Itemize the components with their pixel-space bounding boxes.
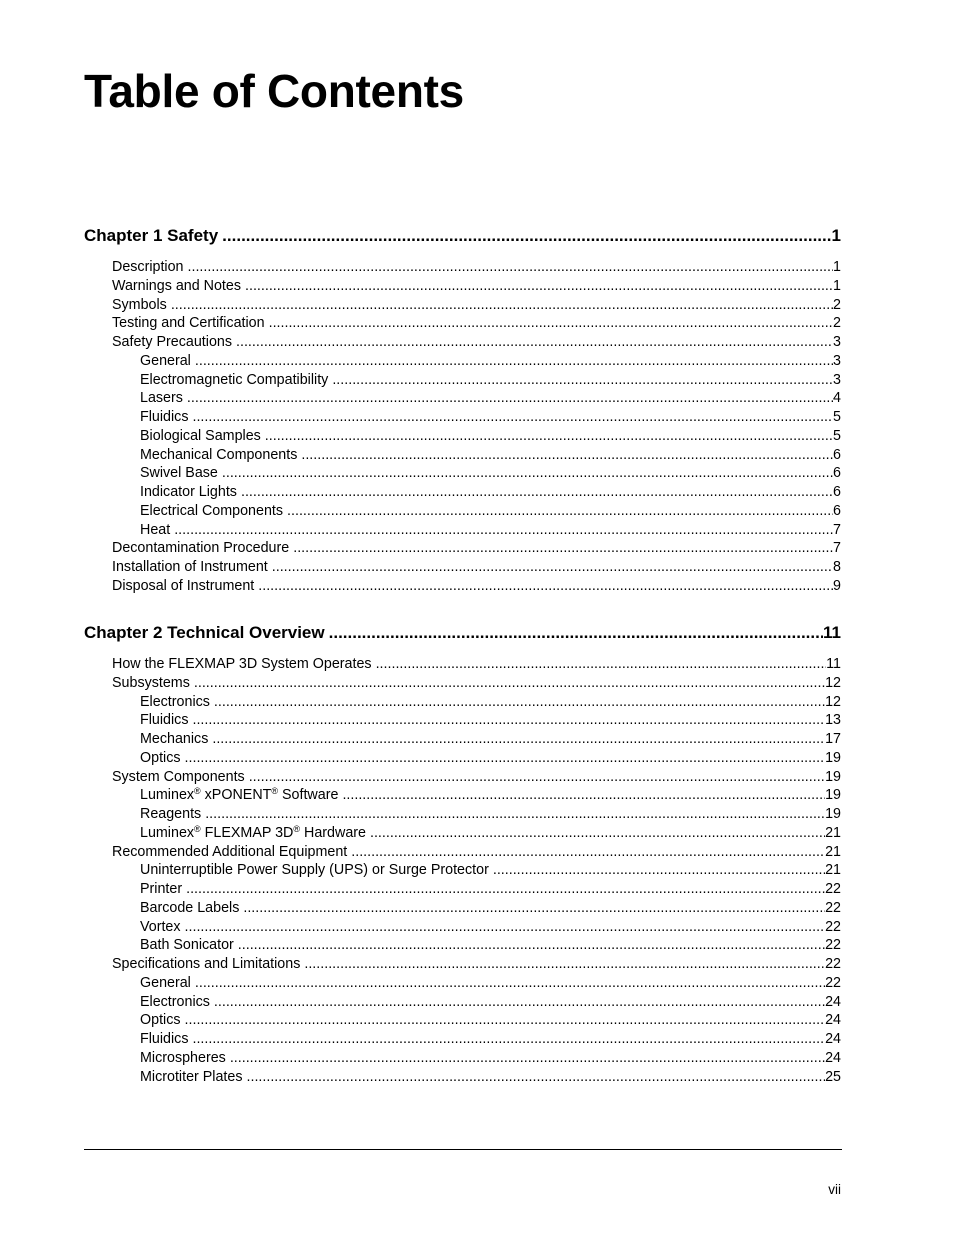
toc-entry-label: Electromagnetic Compatibility bbox=[140, 371, 332, 390]
toc-entry-label: Subsystems bbox=[112, 674, 194, 693]
toc-entry-label: Vortex bbox=[140, 918, 185, 937]
toc-entry-description[interactable] bbox=[84, 258, 841, 277]
toc-entry-electrical-components[interactable] bbox=[84, 502, 841, 521]
toc-entry-label: Reagents bbox=[140, 805, 205, 824]
page-number: vii bbox=[828, 1182, 841, 1197]
page-title: Table of Contents bbox=[84, 65, 464, 117]
toc-entry-label: General bbox=[140, 352, 195, 371]
toc-entry-page: 1 bbox=[832, 224, 841, 248]
toc-entry-label: General bbox=[140, 974, 195, 993]
toc-entry-printer[interactable] bbox=[84, 880, 841, 899]
toc-entry-uninterruptible-power-supply-ups-or-surge-protector[interactable] bbox=[84, 861, 841, 880]
dot-leader bbox=[238, 936, 825, 955]
toc-entry-page: 22 bbox=[825, 937, 841, 954]
dot-leader bbox=[188, 258, 834, 277]
toc-entry-label: Indicator Lights bbox=[140, 483, 241, 502]
toc-entry-label: Biological Samples bbox=[140, 427, 265, 446]
toc-entry-page: 12 bbox=[825, 693, 841, 710]
toc-entry-label: System Components bbox=[112, 768, 249, 787]
dot-leader bbox=[185, 1011, 826, 1030]
toc-entry-page: 6 bbox=[833, 446, 841, 463]
toc-entry-electronics[interactable] bbox=[84, 693, 841, 712]
toc-entry-page: 24 bbox=[825, 1049, 841, 1066]
toc-entry-label: Fluidics bbox=[140, 408, 192, 427]
toc-entry-label: Heat bbox=[140, 521, 174, 540]
toc-entry-page: 22 bbox=[825, 899, 841, 916]
toc-entry-label: Decontamination Procedure bbox=[112, 539, 293, 558]
toc-entry-warnings-and-notes[interactable] bbox=[84, 277, 841, 296]
toc-entry-microspheres[interactable] bbox=[84, 1049, 841, 1068]
toc-entry-page: 4 bbox=[833, 390, 841, 407]
dot-leader bbox=[174, 521, 833, 540]
toc-entry-page: 21 bbox=[825, 843, 841, 860]
toc-entry-page: 21 bbox=[825, 862, 841, 879]
toc-chapter-heading[interactable] bbox=[84, 224, 841, 248]
toc-entry-page: 1 bbox=[833, 259, 841, 275]
toc-entry-optics[interactable] bbox=[84, 749, 841, 768]
toc-entry-page: 24 bbox=[825, 1031, 841, 1047]
dot-leader bbox=[342, 786, 825, 805]
dot-leader bbox=[230, 1049, 825, 1068]
dot-leader bbox=[258, 577, 833, 596]
toc-entry-label: Luminex® FLEXMAP 3D® Hardware bbox=[140, 824, 370, 843]
dot-leader bbox=[301, 446, 833, 465]
footer-divider bbox=[84, 1149, 842, 1150]
dot-leader bbox=[171, 296, 833, 315]
toc-entry-electronics[interactable] bbox=[84, 993, 841, 1012]
dot-leader bbox=[212, 730, 825, 749]
dot-leader bbox=[370, 824, 825, 843]
toc-entry-fluidics[interactable] bbox=[84, 408, 841, 427]
toc-entry-specifications-and-limitations[interactable] bbox=[84, 955, 841, 974]
toc-entry-heat[interactable] bbox=[84, 521, 841, 540]
toc-entry-label: Electrical Components bbox=[140, 502, 287, 521]
toc-entry-swivel-base[interactable] bbox=[84, 464, 841, 483]
toc-entry-disposal-of-instrument[interactable] bbox=[84, 577, 841, 596]
toc-entry-label: Electronics bbox=[140, 993, 214, 1012]
dot-leader bbox=[269, 314, 833, 333]
toc-entry-recommended-additional-equipment[interactable] bbox=[84, 843, 841, 862]
toc-entry-page: 8 bbox=[833, 559, 841, 575]
toc-entry-label: Microtiter Plates bbox=[140, 1068, 247, 1087]
toc-entry-page: 22 bbox=[825, 918, 841, 935]
toc-entry-label: Microspheres bbox=[140, 1049, 230, 1068]
toc-entry-mechanical-components[interactable] bbox=[84, 446, 841, 465]
toc-entry-page: 6 bbox=[833, 465, 841, 482]
toc-entry-page: 7 bbox=[833, 521, 841, 538]
toc-entry-page: 6 bbox=[833, 484, 841, 500]
dot-leader bbox=[186, 880, 825, 899]
toc-entry-page: 11 bbox=[826, 656, 841, 672]
toc-entry-fluidics[interactable] bbox=[84, 1030, 841, 1049]
dot-leader bbox=[222, 224, 831, 248]
toc-entry-subsystems[interactable] bbox=[84, 674, 841, 693]
toc-entry-page: 19 bbox=[825, 768, 841, 785]
toc-entry-reagents[interactable] bbox=[84, 805, 841, 824]
dot-leader bbox=[185, 918, 826, 937]
toc-chapter-1 bbox=[84, 224, 841, 596]
toc-entry-label: Lasers bbox=[140, 389, 187, 408]
toc-entry-label: Installation of Instrument bbox=[112, 558, 272, 577]
toc-entry-vortex[interactable] bbox=[84, 918, 841, 937]
toc-entry-label: Specifications and Limitations bbox=[112, 955, 304, 974]
dot-leader bbox=[195, 974, 825, 993]
toc-entry-biological-samples[interactable] bbox=[84, 427, 841, 446]
toc-entry-fluidics[interactable] bbox=[84, 711, 841, 730]
dot-leader bbox=[493, 861, 825, 880]
dot-leader bbox=[236, 333, 833, 352]
toc-entry-label: Testing and Certification bbox=[112, 314, 269, 333]
toc-entry-page: 24 bbox=[825, 993, 841, 1010]
toc-entry-general[interactable] bbox=[84, 352, 841, 371]
toc-entry-page: 25 bbox=[825, 1068, 841, 1085]
toc-entry-symbols[interactable] bbox=[84, 296, 841, 315]
toc-entry-label: Safety Precautions bbox=[112, 333, 236, 352]
toc-entry-safety-precautions[interactable] bbox=[84, 333, 841, 352]
dot-leader bbox=[187, 389, 833, 408]
toc-entry-label: Uninterruptible Power Supply (UPS) or Surge Protector bbox=[140, 861, 493, 880]
toc-entry-page: 6 bbox=[833, 502, 841, 519]
toc-chapter-heading[interactable] bbox=[84, 621, 841, 645]
dot-leader bbox=[214, 693, 825, 712]
toc-entry-general[interactable] bbox=[84, 974, 841, 993]
toc-entry-testing-and-certification[interactable] bbox=[84, 314, 841, 333]
dot-leader bbox=[265, 427, 833, 446]
toc-entry-page: 22 bbox=[825, 881, 841, 897]
toc-entry-bath-sonicator[interactable] bbox=[84, 936, 841, 955]
toc-entry-label: Optics bbox=[140, 1011, 185, 1030]
toc-entry-page: 19 bbox=[825, 806, 841, 822]
toc-entry-label: Chapter 2 Technical Overview bbox=[84, 621, 329, 645]
toc-entry-label: How the FLEXMAP 3D System Operates bbox=[112, 655, 376, 674]
toc-entry-label: Symbols bbox=[112, 296, 171, 315]
toc-entry-installation-of-instrument[interactable] bbox=[84, 558, 841, 577]
toc-entry-page: 3 bbox=[833, 352, 841, 369]
toc-entry-label: Electronics bbox=[140, 693, 214, 712]
toc-entry-page: 12 bbox=[825, 674, 841, 691]
toc-entry-how-the-flexmap-3d-system-operates[interactable] bbox=[84, 655, 841, 674]
toc-entry-barcode-labels[interactable] bbox=[84, 899, 841, 918]
toc-chapter-2 bbox=[84, 621, 841, 1086]
dot-leader bbox=[376, 655, 827, 674]
toc-entry-label: Fluidics bbox=[140, 1030, 192, 1049]
toc-entry-label: Barcode Labels bbox=[140, 899, 243, 918]
toc-entry-label: Optics bbox=[140, 749, 185, 768]
dot-leader bbox=[192, 711, 825, 730]
toc-entry-optics[interactable] bbox=[84, 1011, 841, 1030]
toc-entry-page: 19 bbox=[825, 787, 841, 804]
toc-entry-label: Chapter 1 Safety bbox=[84, 224, 222, 248]
dot-leader bbox=[241, 483, 833, 502]
toc-entry-page: 13 bbox=[825, 712, 841, 729]
dot-leader bbox=[304, 955, 825, 974]
dot-leader bbox=[249, 768, 825, 787]
toc-entry-page: 19 bbox=[825, 749, 841, 766]
dot-leader bbox=[192, 408, 833, 427]
toc-entry-page: 3 bbox=[833, 371, 841, 388]
toc-entry-luminex-flexmap-3d-hardware[interactable] bbox=[84, 824, 841, 843]
toc-entry-page: 22 bbox=[825, 956, 841, 972]
toc-entry-label: Luminex® xPONENT® Software bbox=[140, 786, 342, 805]
toc-entry-page: 17 bbox=[825, 731, 841, 747]
dot-leader bbox=[332, 371, 833, 390]
dot-leader bbox=[247, 1068, 826, 1087]
toc-entry-page: 3 bbox=[833, 334, 841, 350]
toc-entry-decontamination-procedure[interactable] bbox=[84, 539, 841, 558]
dot-leader bbox=[329, 621, 823, 645]
toc-entry-indicator-lights[interactable] bbox=[84, 483, 841, 502]
dot-leader bbox=[195, 352, 833, 371]
dot-leader bbox=[185, 749, 826, 768]
toc-entry-page: 5 bbox=[833, 427, 841, 444]
toc-entry-label: Description bbox=[112, 258, 188, 277]
dot-leader bbox=[272, 558, 833, 577]
toc-entry-page: 2 bbox=[833, 296, 841, 313]
toc-entry-page: 5 bbox=[833, 409, 841, 425]
toc-entry-page: 24 bbox=[825, 1012, 841, 1029]
toc-entry-lasers[interactable] bbox=[84, 389, 841, 408]
toc-entry-page: 1 bbox=[833, 277, 841, 294]
toc-entry-mechanics[interactable] bbox=[84, 730, 841, 749]
toc-entry-page: 9 bbox=[833, 577, 841, 594]
toc-entry-label: Printer bbox=[140, 880, 186, 899]
dot-leader bbox=[194, 674, 825, 693]
toc-entry-page: 2 bbox=[833, 315, 841, 332]
toc-entry-page: 11 bbox=[823, 621, 841, 645]
toc-entry-page: 21 bbox=[825, 824, 841, 841]
toc-entry-label: Recommended Additional Equipment bbox=[112, 843, 351, 862]
toc-entry-electromagnetic-compatibility[interactable] bbox=[84, 371, 841, 390]
toc-entry-label: Mechanics bbox=[140, 730, 212, 749]
dot-leader bbox=[243, 899, 825, 918]
dot-leader bbox=[287, 502, 833, 521]
toc-entry-page: 22 bbox=[825, 974, 841, 991]
toc-entry-label: Disposal of Instrument bbox=[112, 577, 258, 596]
dot-leader bbox=[214, 993, 825, 1012]
toc-entry-label: Bath Sonicator bbox=[140, 936, 238, 955]
toc-entry-page: 7 bbox=[833, 540, 841, 557]
dot-leader bbox=[351, 843, 825, 862]
dot-leader bbox=[293, 539, 833, 558]
toc-entry-label: Fluidics bbox=[140, 711, 192, 730]
toc-entry-label: Warnings and Notes bbox=[112, 277, 245, 296]
toc-entry-system-components[interactable] bbox=[84, 768, 841, 787]
toc-entry-label: Mechanical Components bbox=[140, 446, 301, 465]
dot-leader bbox=[205, 805, 825, 824]
toc-entry-label: Swivel Base bbox=[140, 464, 222, 483]
dot-leader bbox=[222, 464, 833, 483]
toc-entry-microtiter-plates[interactable] bbox=[84, 1068, 841, 1087]
toc-entry-luminex-xponent-software[interactable] bbox=[84, 786, 841, 805]
dot-leader bbox=[192, 1030, 825, 1049]
dot-leader bbox=[245, 277, 833, 296]
